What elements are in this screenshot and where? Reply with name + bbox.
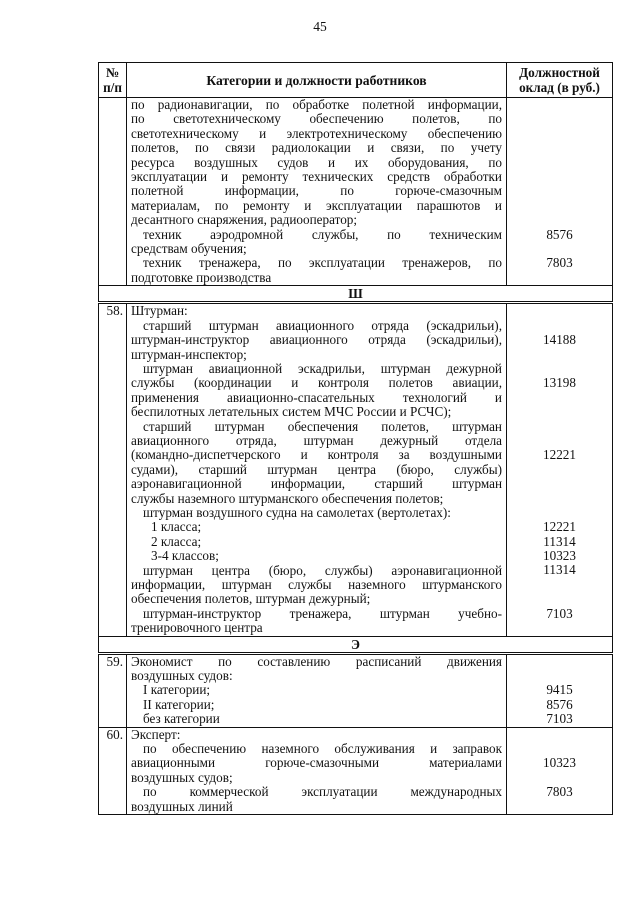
section-row-sh: [99, 286, 613, 303]
section-row-e: [99, 636, 613, 653]
section-letter: Э: [99, 636, 613, 653]
section-letter: Ш: [99, 286, 613, 303]
row-num: [99, 98, 127, 286]
row-text: Штурман: старший штурман авиационного отряда (эскадрильи), штурман-инструктор авиационного отряда (эскадрильи), штурман-инспектор; штурман авиационной эскадрильи, штурман дежурной службы (координации и контроля полетов авиации, применения авиационно-спасательных технологий и беспилотных летательных систем МЧС России и РСЧС); старший штурман обеспечения полетов, штурман авиационного отряда, штурман дежурный отдела (командно-диспетчерского и контроля за воздушными судами), старший штурман центра (бюро, службы) аэронавигационной информации, старший штурман службы наземного штурманского обеспечения полетов; штурман воздушного судна на самолетах (вертолетах): 1 класса; 2 класса; 3-4 классов; штурман центра (бюро, службы) аэронавигационной информации, штурман службы наземного штурманского обеспечения полетов, штурман дежурный; штурман-инструктор тренажера, штурман учебно- тренировочного центра: [127, 303, 507, 636]
table-row: [99, 727, 613, 814]
row-salaries: 9415 8576 7103: [507, 653, 613, 727]
row-num: 59.: [99, 653, 127, 727]
row-salaries: 8576 7803: [507, 98, 613, 286]
header-num: № п/п: [99, 63, 127, 98]
salary-table: [98, 62, 613, 815]
row-num: 60.: [99, 727, 127, 814]
table-row: [99, 98, 613, 286]
header-category: Категории и должности работников: [127, 63, 507, 98]
row-text: Экономист по составлению расписаний движения воздушных судов: I категории; II категории; без категории: [127, 653, 507, 727]
row-text: Эксперт: по обеспечению наземного обслуживания и заправок авиационными горюче-смазочными материалами воздушных судов; по коммерческой эксплуатации международных воздушных линий: [127, 727, 507, 814]
table-row: [99, 653, 613, 727]
table-row: [99, 303, 613, 636]
page-number: 45: [313, 19, 327, 34]
row-salaries: 14188 13198 12221 12221 11314 10323 11314 7103: [507, 303, 613, 636]
header-salary: Должностной оклад (в руб.): [507, 63, 613, 98]
table-header-row: [99, 63, 613, 98]
row-num: 58.: [99, 303, 127, 636]
row-text: по радионавигации, по обработке полетной информации, по светотехническому обеспечению полетов, по светотехническому и электротехническому обеспечению полетов, по связи радиолокации и связи, по учету ресурса воздушных судов и их оборудования, по эксплуатации и ремонту технических средств обработки полетной информации, по горюче-смазочным материалам, по ремонту и эксплуатации парашютов и десантного снаряжения, радиооператор; техник аэродромной службы, по техническим средствам обучения; техник тренажера, по эксплуатации тренажеров, по подготовке производства: [127, 98, 507, 286]
row-salaries: 10323 7803: [507, 727, 613, 814]
